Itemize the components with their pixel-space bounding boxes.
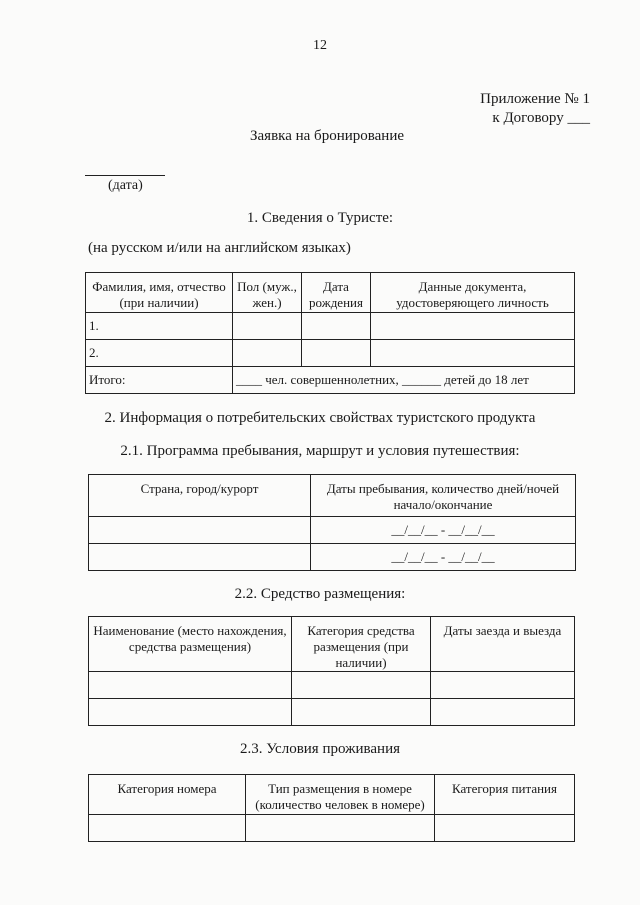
document-title: Заявка на бронирование <box>250 128 404 144</box>
cell-gender[interactable] <box>233 313 302 340</box>
date-underline[interactable] <box>85 175 165 176</box>
header-gender: Пол (муж., жен.) <box>233 273 302 313</box>
cell-stay-dates[interactable]: __/__/__ - __/__/__ <box>311 544 576 571</box>
total-label: Итого: <box>86 367 233 394</box>
table-row <box>89 672 575 699</box>
page-number: 12 <box>313 38 327 53</box>
header-full-name: Фамилия, имя, отчество (при наличии) <box>86 273 233 313</box>
cell-meal-category[interactable] <box>435 815 575 842</box>
section-2-title: 2. Информация о потребительских свойствах туристского продукта <box>104 410 536 426</box>
program-table-header <box>89 475 576 517</box>
cell-accommodation-category[interactable] <box>292 672 431 699</box>
header-checkin-dates: Даты заезда и выезда <box>431 617 575 672</box>
cell-accommodation-name[interactable] <box>89 672 292 699</box>
table-row <box>86 340 575 367</box>
language-note: (на русском и/или на английском языках) <box>88 240 351 256</box>
cell-birth-date[interactable] <box>302 340 371 367</box>
total-text: ____ чел. совершеннолетних, ______ детей до 18 лет <box>233 367 575 394</box>
cell-country-city[interactable] <box>89 544 311 571</box>
cell-document[interactable] <box>371 340 575 367</box>
cell-checkin-dates[interactable] <box>431 699 575 726</box>
table-row <box>89 517 576 544</box>
cell-gender[interactable] <box>233 340 302 367</box>
cell-document[interactable] <box>371 313 575 340</box>
section-2-2-title: 2.2. Средство размещения: <box>234 586 406 602</box>
header-birth-date: Дата рождения <box>302 273 371 313</box>
row-number: 2. <box>86 340 233 367</box>
section-2-1-title: 2.1. Программа пребывания, маршрут и условия путешествия: <box>120 443 520 459</box>
header-document: Данные документа, удостоверяющего личность <box>371 273 575 313</box>
total-row <box>86 367 575 394</box>
cell-room-category[interactable] <box>89 815 246 842</box>
cell-placement-type[interactable] <box>246 815 435 842</box>
date-label: (дата) <box>108 178 143 193</box>
appendix-line-1: Приложение № 1 <box>480 91 590 107</box>
cell-stay-dates[interactable]: __/__/__ - __/__/__ <box>311 517 576 544</box>
appendix-line-2: к Договору ___ <box>492 110 590 126</box>
cell-accommodation-name[interactable] <box>89 699 292 726</box>
program-table <box>88 474 576 571</box>
header-meal-category: Категория питания <box>435 775 575 815</box>
section-2-3-title: 2.3. Условия проживания <box>239 741 400 757</box>
cell-accommodation-category[interactable] <box>292 699 431 726</box>
table-row <box>86 313 575 340</box>
table-row <box>89 815 575 842</box>
accommodation-table <box>88 616 575 726</box>
tourists-table <box>85 272 575 394</box>
accommodation-table-header <box>89 617 575 672</box>
tourists-table-header <box>86 273 575 313</box>
header-accommodation-category: Категория средства размещения (при наличии) <box>292 617 431 672</box>
header-accommodation-name: Наименование (место нахождения, средства размещения) <box>89 617 292 672</box>
cell-country-city[interactable] <box>89 517 311 544</box>
table-row <box>89 544 576 571</box>
section-1-title: 1. Сведения о Туристе: <box>246 210 394 226</box>
header-stay-dates: Даты пребывания, количество дней/ночей начало/окончание <box>311 475 576 517</box>
living-conditions-table-header <box>89 775 575 815</box>
cell-birth-date[interactable] <box>302 313 371 340</box>
living-conditions-table <box>88 774 575 842</box>
header-country-city: Страна, город/курорт <box>89 475 311 517</box>
header-room-category: Категория номера <box>89 775 246 815</box>
cell-checkin-dates[interactable] <box>431 672 575 699</box>
header-placement-type: Тип размещения в номере (количество человек в номере) <box>246 775 435 815</box>
row-number: 1. <box>86 313 233 340</box>
appendix-note <box>480 90 590 128</box>
table-row <box>89 699 575 726</box>
